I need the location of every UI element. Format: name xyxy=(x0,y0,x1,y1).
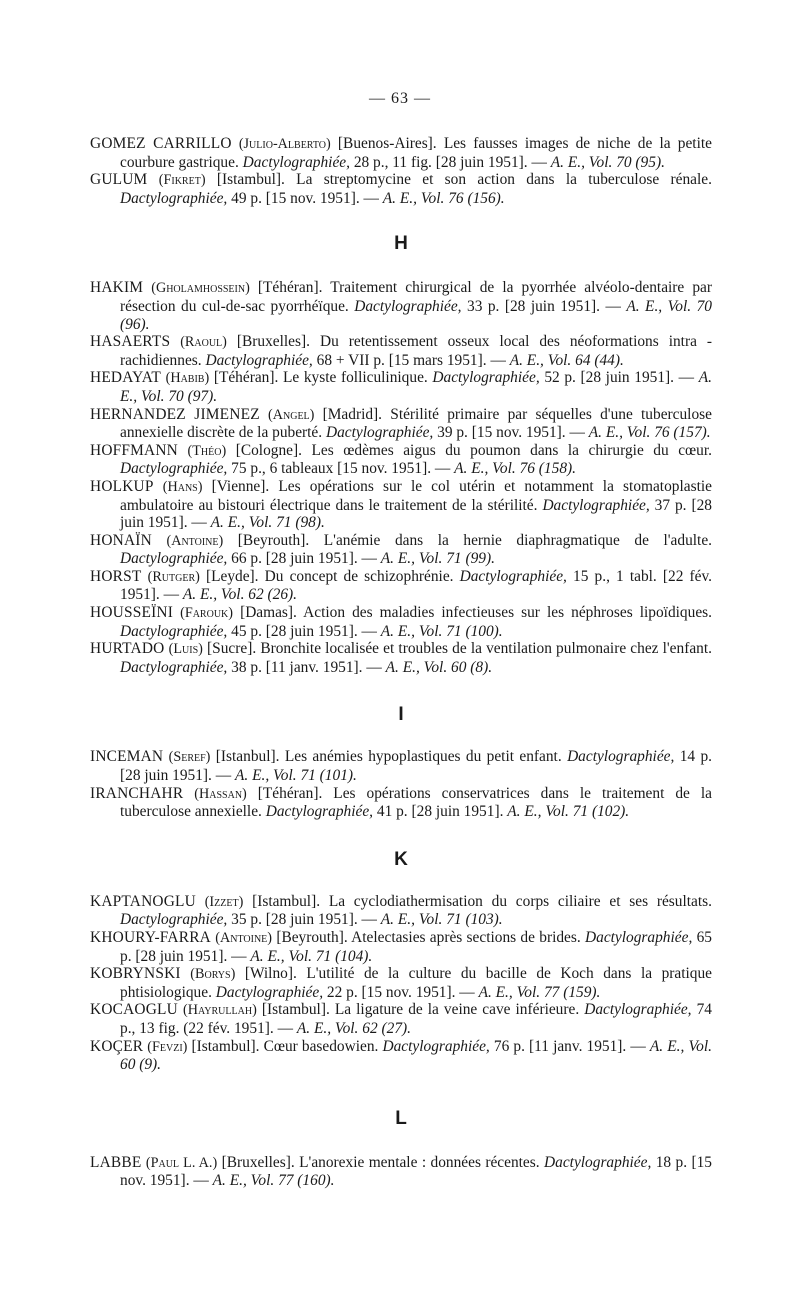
thesis-details: 35 p. [28 juin 1951]. — xyxy=(231,911,377,929)
thesis-details: 41 p. [28 juin 1951]. xyxy=(376,803,504,821)
thesis-details: 66 p. [28 juin 1951]. — xyxy=(231,550,377,568)
index-entry xyxy=(90,442,712,478)
thesis-details: 14 p. [28 juin 1951]. — xyxy=(120,748,713,785)
volume-reference: 71 (99). xyxy=(446,550,495,568)
author-given-name: (Antoine) xyxy=(215,930,273,946)
index-entry xyxy=(90,369,712,405)
index-section xyxy=(90,233,712,676)
index-entry xyxy=(90,640,712,676)
format-label: Dactylographiée, xyxy=(120,550,228,568)
thesis-details: 38 p. [11 janv. 1951]. — xyxy=(231,658,382,676)
thesis-title: Les opérations sur le col utérin et notamment la stomatoplastie ambulatoire au bistouri électrique dans le traitement de la stérilité. xyxy=(120,477,712,514)
author-given-name: (Hans) xyxy=(162,478,203,495)
author-city: [Istambul]. xyxy=(261,1001,330,1019)
journal-abbrev: A. E., Vol. xyxy=(380,550,443,568)
volume-reference: 76 (158). xyxy=(519,460,576,478)
journal-abbrev: A. E., Vol. xyxy=(296,1019,359,1037)
author-city: [Leyde]. xyxy=(205,567,259,585)
thesis-details: 45 p. [28 juin 1951]. — xyxy=(231,622,377,640)
thesis-title: Le kyste folliculinique. xyxy=(282,369,428,387)
index-section xyxy=(90,704,712,820)
thesis-title: Les anémies hypoplastiques du petit enfant. xyxy=(284,748,562,766)
thesis-details: 33 p. [28 juin 1951]. — xyxy=(467,297,621,315)
author-city: [Madrid]. xyxy=(322,405,383,423)
thesis-title: La streptomycine et son action dans la tuberculose rénale. xyxy=(296,171,712,189)
journal-abbrev: A. E., Vol. xyxy=(626,297,692,315)
journal-abbrev: A. E., Vol. xyxy=(210,514,273,532)
author-given-name: (Gholamhossein) xyxy=(151,280,250,297)
thesis-details: 49 p. [15 nov. 1951]. — xyxy=(231,189,379,207)
journal-abbrev: A. E., Vol. xyxy=(509,351,572,369)
volume-reference: 60 (8). xyxy=(451,658,493,676)
journal-abbrev: A. E., Vol. xyxy=(649,1037,712,1055)
format-label: Dactylographiée, xyxy=(567,748,675,766)
format-label: Dactylographiée, xyxy=(120,658,228,676)
index-section xyxy=(90,849,712,1074)
author-given-name: (Borys) xyxy=(190,966,236,983)
journal-abbrev: A. E., Vol. xyxy=(507,803,569,821)
index-entry xyxy=(90,478,712,532)
author-given-name: (Izzet) xyxy=(204,893,244,910)
thesis-details: 65 p. [28 juin 1951]. — xyxy=(120,929,712,965)
author-city: [Bruxelles]. xyxy=(221,1153,295,1171)
format-label: Dactylographiée, xyxy=(382,1037,490,1055)
thesis-title: L'anémie dans la hernie diaphragmatique de l'adulte. xyxy=(323,531,712,549)
format-label: Dactylographiée, xyxy=(120,189,228,207)
author-given-name: (Antoine) xyxy=(166,532,224,549)
journal-abbrev: A. E., Vol. xyxy=(182,586,245,604)
format-label: Dactylographiée, xyxy=(242,153,350,171)
section-letter-heading: L xyxy=(395,1107,407,1129)
volume-reference: 77 (159). xyxy=(543,983,601,1001)
author-city: [Istambul]. xyxy=(252,892,321,910)
index-entry xyxy=(90,1038,712,1074)
author-surname: KHOURY-FARRA xyxy=(90,929,211,946)
format-label: Dactylographiée, xyxy=(265,803,374,821)
index-entry xyxy=(90,893,712,929)
format-label: Dactylographiée, xyxy=(325,424,434,442)
author-surname: HOUSSEÏNI xyxy=(90,604,174,622)
format-label: Dactylographiée, xyxy=(585,929,693,946)
author-surname: LABBE xyxy=(90,1153,142,1171)
author-surname: HURTADO xyxy=(90,640,165,658)
index-entry xyxy=(90,406,712,442)
author-city: [Sucre]. xyxy=(207,640,257,658)
author-given-name: (Seref) xyxy=(168,749,211,766)
author-given-name: (Théo) xyxy=(187,442,227,459)
author-given-name: (Habib) xyxy=(165,370,210,387)
author-surname: HONAÏN xyxy=(90,531,152,549)
volume-reference: 76 (156). xyxy=(448,189,505,207)
volume-reference: 71 (104). xyxy=(315,947,373,965)
section-letter-heading: K xyxy=(394,848,408,870)
journal-abbrev: A. E., Vol. xyxy=(380,911,443,929)
author-city: [Istanbul]. xyxy=(215,748,280,766)
format-label: Dactylographiée, xyxy=(120,460,228,478)
author-city: [Bruxelles]. xyxy=(236,333,310,351)
volume-reference: 60 (9). xyxy=(120,1056,162,1074)
author-city: [Istambul]. xyxy=(216,171,285,189)
index-entry xyxy=(90,1001,712,1037)
author-given-name: (Rutger) xyxy=(147,568,200,585)
thesis-details: 68 + VII p. [15 mars 1951]. — xyxy=(316,351,506,369)
index-entry xyxy=(90,279,712,333)
thesis-title: L'anorexie mentale : données récentes. xyxy=(299,1153,540,1171)
format-label: Dactylographiée, xyxy=(205,351,313,369)
format-label: Dactylographiée, xyxy=(120,911,228,929)
thesis-title: Les œdèmes aigus du poumon dans la chirurgie du cœur. xyxy=(311,441,712,459)
author-surname: HOLKUP xyxy=(90,477,154,495)
author-given-name: (Julio-Alberto) xyxy=(238,136,331,152)
volume-reference: 71 (98). xyxy=(276,514,325,532)
index-entry xyxy=(90,604,712,640)
thesis-details: 18 p. [15 nov. 1951]. — xyxy=(120,1153,712,1190)
journal-abbrev: A. E., Vol. xyxy=(385,658,448,676)
section-letter-heading: H xyxy=(394,233,408,255)
author-given-name: (Hassan) xyxy=(194,785,247,802)
journal-abbrev: A. E., Vol. xyxy=(250,947,312,965)
author-surname: HERNANDEZ JIMENEZ xyxy=(90,405,260,423)
author-surname: KOCAOGLU xyxy=(90,1001,178,1019)
index-entry xyxy=(90,532,712,568)
author-city: [Cologne]. xyxy=(235,441,302,459)
author-surname: HEDAYAT xyxy=(90,369,161,387)
index-entry xyxy=(90,135,712,171)
author-given-name: (Fikret) xyxy=(158,172,206,189)
thesis-details: 22 p. [15 nov. 1951]. — xyxy=(326,983,475,1001)
volume-reference: 70 (96). xyxy=(120,297,712,333)
author-surname: HORST xyxy=(90,567,142,585)
thesis-details: 76 p. [11 janv. 1951]. — xyxy=(493,1037,646,1055)
format-label: Dactylographiée, xyxy=(459,567,567,585)
journal-abbrev: A. E., Vol. xyxy=(454,460,516,478)
author-surname: KAPTANOGLU xyxy=(90,892,196,910)
author-city: [Beyrouth]. xyxy=(237,531,310,549)
thesis-title: Bronchite localisée et troubles de la ventilation pulmonaire chez l'enfant. xyxy=(260,640,712,658)
author-given-name: (Farouk) xyxy=(180,605,233,622)
author-given-name: (Luis) xyxy=(168,641,203,658)
author-city: [Vienne]. xyxy=(211,477,270,495)
thesis-title: Traitement chirurgical de la pyorrhée alvéolo-dentaire par résection du cul-de-sac pyorrhéïque. xyxy=(120,279,712,315)
index-entry xyxy=(90,929,712,965)
author-city: [Wilno]. xyxy=(244,965,297,983)
author-surname: IRANCHAHR xyxy=(90,784,184,802)
author-given-name: (Paul L. A.) xyxy=(145,1154,218,1171)
thesis-details: 39 p. [15 nov. 1951]. — xyxy=(437,424,585,442)
thesis-details: 28 p., 11 fig. [28 juin 1951]. — xyxy=(353,153,547,171)
journal-abbrev: A. E., Vol. xyxy=(382,189,445,207)
volume-reference: 77 (160). xyxy=(278,1172,335,1190)
format-label: Dactylographiée, xyxy=(542,496,650,514)
journal-abbrev: A. E., Vol. xyxy=(212,1172,275,1190)
section-letter-heading: I xyxy=(398,704,404,726)
thesis-title: Action des maladies infectieuses sur les néphroses lipoïdiques. xyxy=(303,604,712,622)
format-label: Dactylographiée, xyxy=(432,369,540,387)
volume-reference: 71 (100). xyxy=(446,622,503,640)
thesis-title: Du retentissement osseux local des néoformations intra - rachidiennes. xyxy=(120,333,712,369)
volume-reference: 70 (97). xyxy=(168,387,218,405)
format-label: Dactylographiée, xyxy=(120,622,228,640)
author-surname: GOMEZ CARRILLO xyxy=(90,135,232,152)
format-label: Dactylographiée, xyxy=(354,297,462,315)
author-surname: HASAERTS xyxy=(90,333,171,351)
thesis-title: Stérilité primaire par séquelles d'une tuberculose annexielle discrète de la puberté. xyxy=(120,405,712,442)
volume-reference: 71 (103). xyxy=(446,911,503,929)
index-entry xyxy=(90,1154,712,1190)
volume-reference: 70 (95). xyxy=(616,153,665,171)
volume-reference: 64 (44). xyxy=(575,351,624,369)
author-city: [Téhéran]. xyxy=(257,784,323,802)
volume-reference: 76 (157). xyxy=(654,424,711,442)
thesis-details: 15 p., 1 tabl. [22 fév. 1951]. — xyxy=(120,567,713,604)
author-given-name: (Hayrullah) xyxy=(183,1002,257,1019)
thesis-title: Du concept de schizophrénie. xyxy=(264,567,454,585)
author-city: [Istambul]. xyxy=(191,1037,260,1055)
author-surname: HAKIM xyxy=(90,279,144,297)
index-content xyxy=(90,135,712,1190)
journal-abbrev: A. E., Vol. xyxy=(380,622,443,640)
format-label: Dactylographiée, xyxy=(544,1153,652,1171)
author-surname: GULUM xyxy=(90,171,148,189)
volume-reference: 62 (27). xyxy=(362,1019,411,1037)
page-number: — 63 — xyxy=(369,90,431,107)
volume-reference: 71 (101). xyxy=(300,767,357,785)
author-city: [Buenos-Aires]. xyxy=(337,135,437,152)
author-surname: KOBRYNSKI xyxy=(90,965,181,983)
author-given-name: (Fevzi) xyxy=(147,1038,188,1055)
index-section xyxy=(90,1108,712,1190)
author-surname: KOÇER xyxy=(90,1037,144,1055)
author-city: [Beyrouth]. xyxy=(276,929,348,946)
journal-abbrev: A. E., Vol. xyxy=(235,767,297,785)
thesis-title: Atelectasies après sections de brides. xyxy=(351,929,581,946)
thesis-title: Cœur basedowien. xyxy=(263,1037,379,1055)
author-surname: HOFFMANN xyxy=(90,441,178,459)
author-city: [Téhéran]. xyxy=(257,279,323,297)
index-entry xyxy=(90,785,712,821)
format-label: Dactylographiée, xyxy=(215,983,324,1001)
index-section xyxy=(90,135,712,207)
author-city: [Damas]. xyxy=(240,604,297,622)
volume-reference: 62 (26). xyxy=(248,586,298,604)
index-entry xyxy=(90,333,712,369)
thesis-title: L'utilité de la culture du bacille de Koch dans la pratique phtisiologique. xyxy=(120,965,712,1001)
author-given-name: (Raoul) xyxy=(180,334,227,351)
index-entry xyxy=(90,748,712,784)
thesis-title: La cyclodiathermisation du corps ciliaire et ses résultats. xyxy=(328,892,712,910)
journal-abbrev: A. E., Vol. xyxy=(550,153,613,171)
journal-abbrev: A. E., Vol. xyxy=(588,424,651,442)
thesis-details: 74 p., 13 fig. (22 fév. 1951]. — xyxy=(120,1001,712,1037)
thesis-title: La ligature de la veine cave inférieure. xyxy=(334,1001,580,1019)
index-entry xyxy=(90,171,712,207)
thesis-title: Les fausses images de niche de la petite courbure gastrique. xyxy=(120,135,712,171)
journal-abbrev: A. E., Vol. xyxy=(478,983,541,1001)
author-given-name: (Angel) xyxy=(268,406,315,423)
journal-abbrev: A. E., Vol. xyxy=(120,369,712,405)
format-label: Dactylographiée, xyxy=(584,1001,692,1019)
author-surname: INCEMAN xyxy=(90,748,164,766)
thesis-details: 37 p. [28 juin 1951]. — xyxy=(120,496,712,532)
thesis-details: 75 p., 6 tableaux [15 nov. 1951]. — xyxy=(231,460,451,478)
author-city: [Téhéran]. xyxy=(213,369,279,387)
thesis-title: Les opérations conservatrices dans le traitement de la tuberculose annexielle. xyxy=(120,784,712,821)
index-entry xyxy=(90,965,712,1001)
volume-reference: 71 (102). xyxy=(572,803,630,821)
thesis-details: 52 p. [28 juin 1951]. — xyxy=(544,369,695,387)
index-entry xyxy=(90,568,712,604)
